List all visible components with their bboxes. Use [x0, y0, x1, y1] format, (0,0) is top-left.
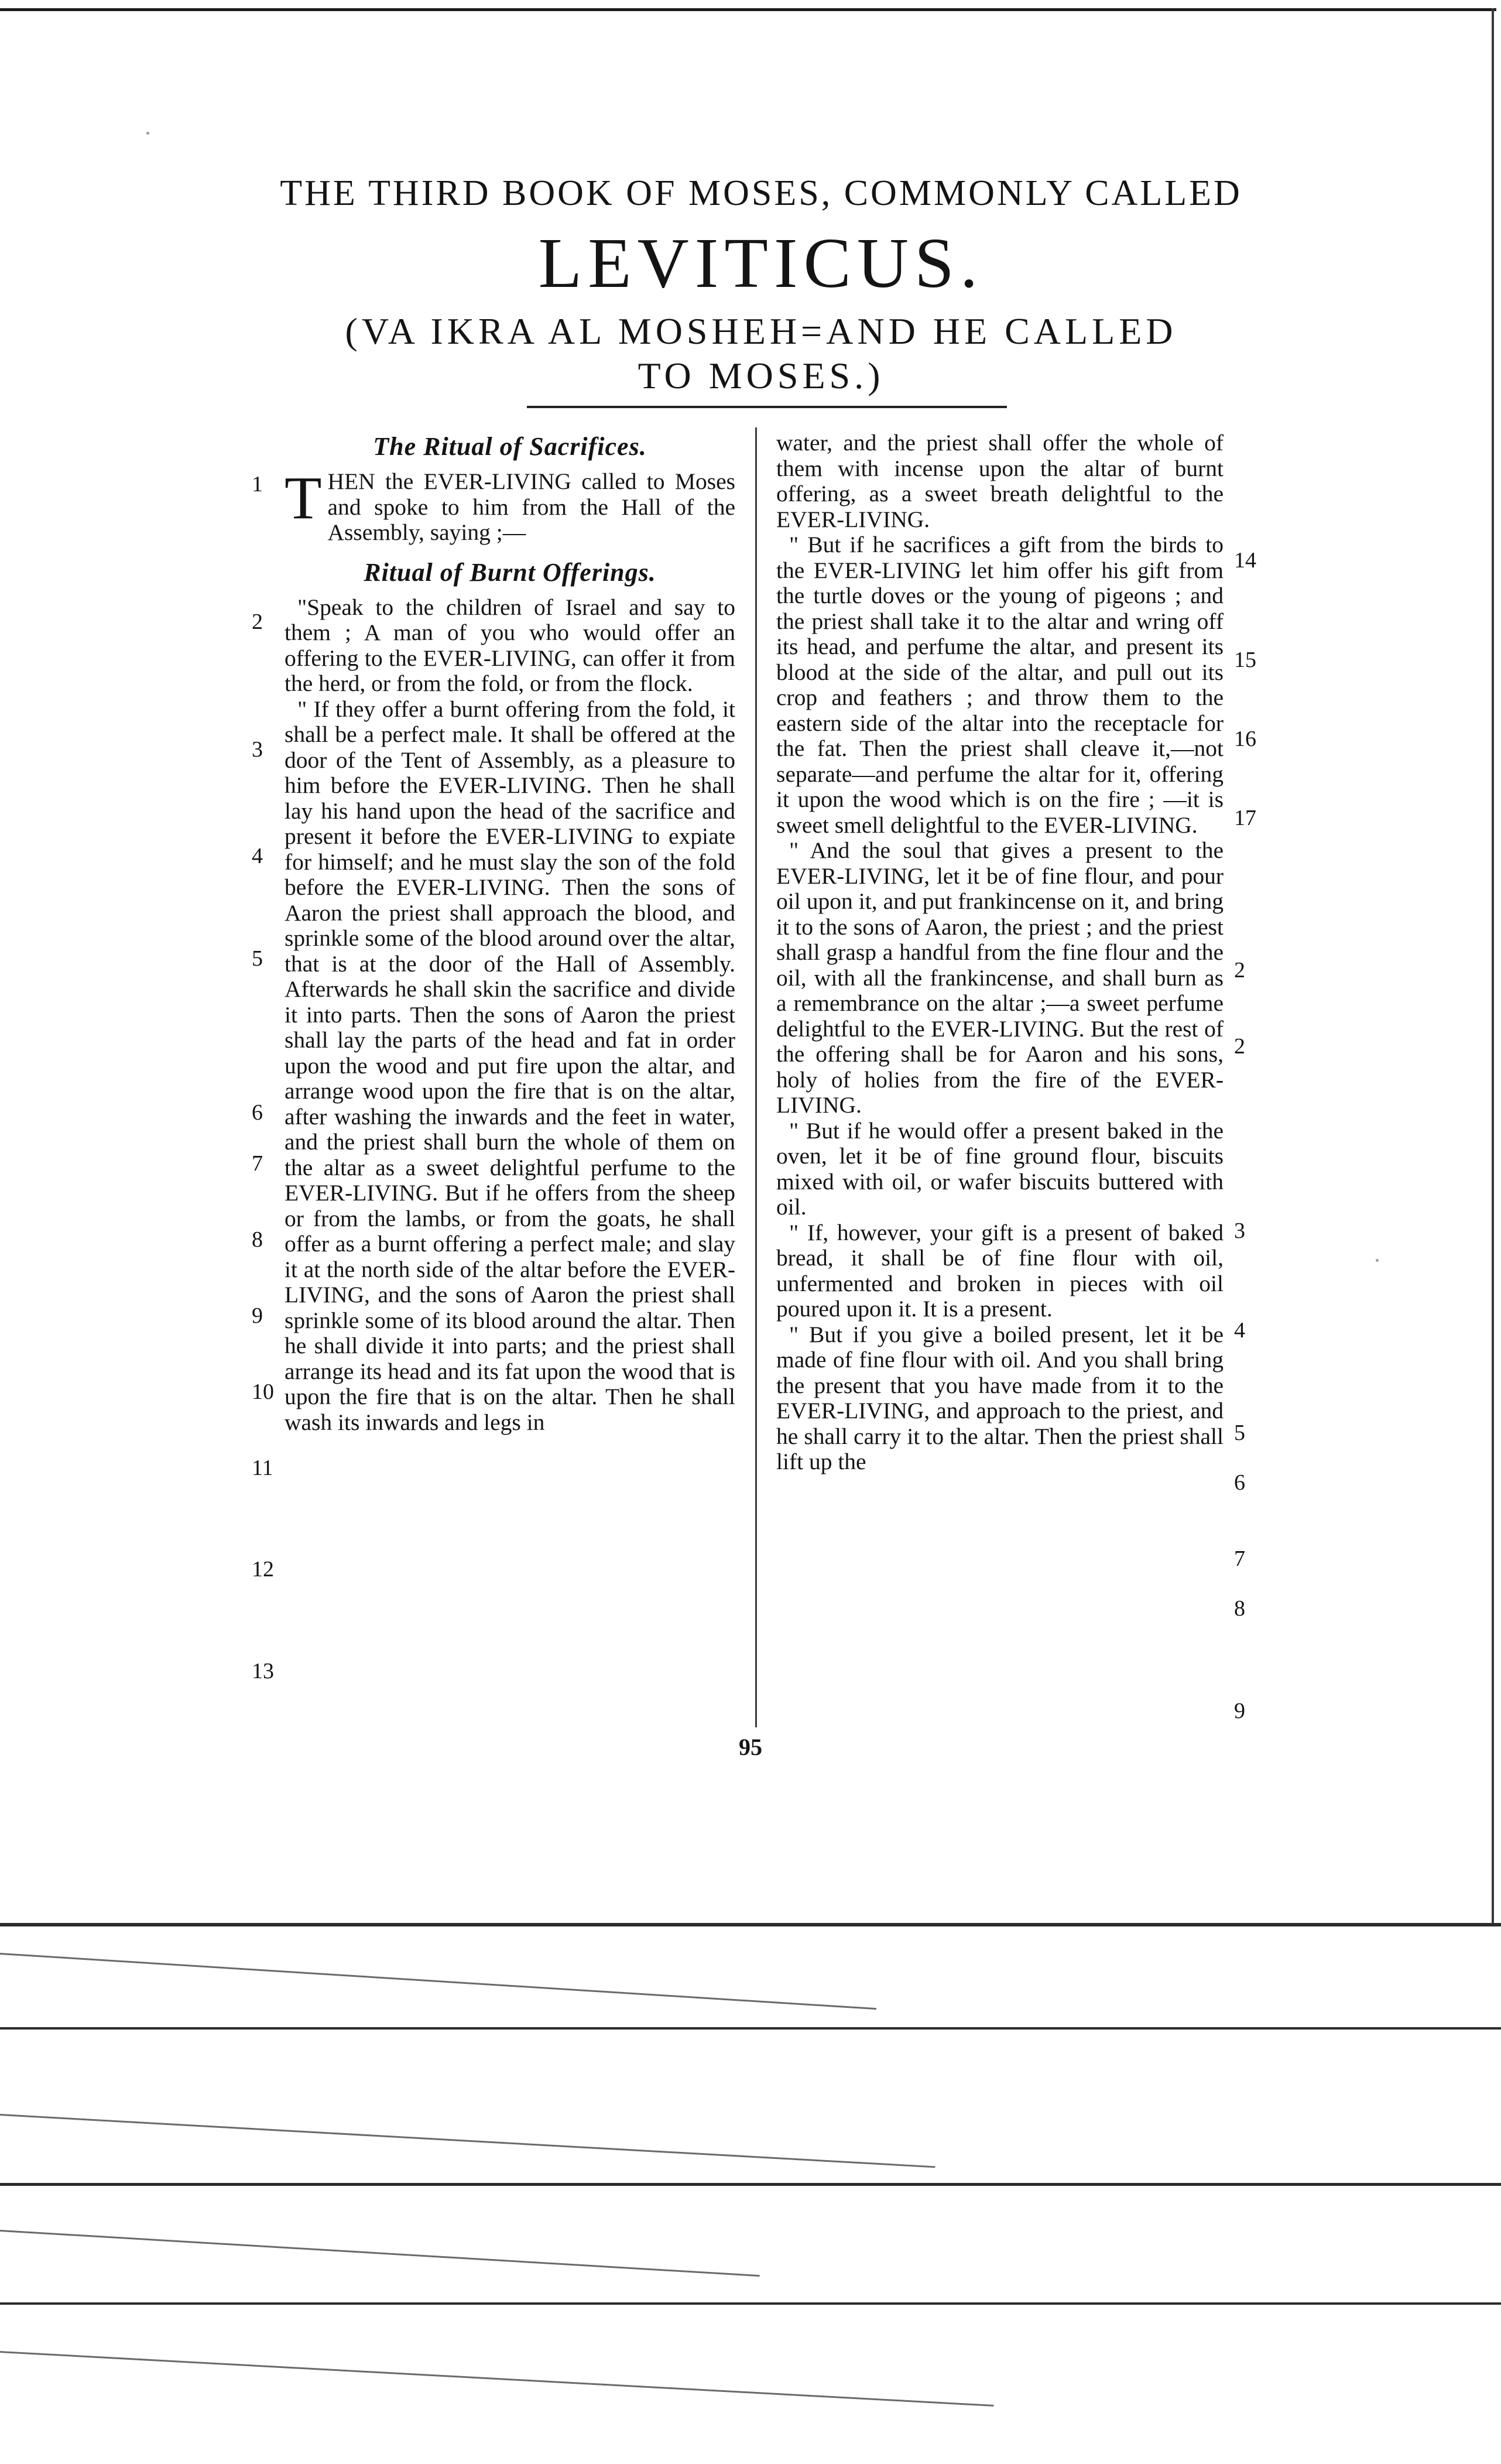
column-divider: [755, 427, 757, 1727]
scan-speck: [146, 132, 149, 135]
section-heading-burnt-offerings: Ritual of Burnt Offerings.: [364, 557, 656, 587]
verse-number: 17: [1234, 806, 1256, 830]
left-column: [285, 430, 735, 1435]
scan-streak: [0, 1953, 876, 2010]
verse-number: 7: [252, 1151, 263, 1176]
paragraph: " If, however, your gift is a present of baked bread, it shall be of fine flour with oil, unfermented and broken in pieces with oil poured upon it. It is a present.: [776, 1219, 1224, 1322]
page-header: [258, 170, 1264, 398]
verse-number: 1: [252, 472, 263, 497]
verse-number: 15: [1234, 648, 1256, 672]
paragraph: "Speak to the children of Israel and say to them ; A man of you who would offer an offering to the EVER-LIVING, can offer it from the herd, or from the fold, or from the flock.: [285, 594, 735, 696]
title-rule: [527, 406, 1007, 408]
paragraph: " If they offer a burnt offering from the fold, it shall be a perfect male. It shall be offered at the door of the Tent of Assembly, as a pleasure to him before the EVER-LIVING. Then he shall lay his hand upon the head of the sacrifice and present it before the EVER-LIVING to expiate for himself; and he must slay the son of the fold before the EVER-LIVING. Then the sons of Aaron the priest shall approach the blood, and sprinkle some of the blood around over the altar, that is at the door of the Hall of Assembly. Afterwards he shall skin the sacrifice and divide it into parts. Then the sons of Aaron the priest shall lay the parts of the head and fat in order upon the wood and put fire upon the altar, and arrange wood upon the fire that is on the altar, after washing the inwards and the feet in water, and the priest shall burn the whole of them on the altar as a sweet delightful perfume to the EVER-LIVING. But if he offers from the sheep or from the lambs, or from the goats, he shall offer as a burnt offering a perfect male; and slay it at the north side of the altar before the EVER-LIVING, and the sons of Aaron the priest shall sprinkle some of its blood around the altar. Then he shall divide it into parts; and the priest shall arrange its head and its fat upon the wood that is upon the fire that is on the altar. Then he shall wash its inwards and legs in: [285, 696, 735, 1435]
paragraph: " And the soul that gives a present to the EVER-LIVING, let it be of fine flour, and pour oil upon it, and put frankincense on it, and bring it to the sons of Aaron, the priest ; and the priest shall grasp a handful from the fine flour and the oil, with all the frankincense, and shall burn as a remembrance on the altar ;—a sweet perfume delightful to the EVER-LIVING. But the rest of the offering shall be for Aaron and his sons, holy of holies from the fire of the EVER-LIVING.: [776, 837, 1224, 1118]
paragraph: water, and the priest shall offer the whole of them with incense upon the altar of burnt offering, as a sweet breath delightful to the EVER-LIVING.: [776, 430, 1224, 532]
section-heading-sacrifices: The Ritual of Sacrifices.: [373, 432, 647, 461]
book-name: LEVITICUS.: [538, 224, 984, 303]
book-title: THE THIRD BOOK OF MOSES, COMMONLY CALLED: [280, 173, 1242, 213]
scan-streak: [0, 2230, 760, 2277]
verse-number: 3: [252, 737, 263, 762]
verse-number: 2: [1234, 1034, 1245, 1059]
verse-number: 4: [252, 844, 263, 868]
scan-rule: [0, 2027, 1501, 2030]
scan-rule: [0, 2183, 1501, 2186]
paragraph: " But if he sacrifices a gift from the birds to the EVER-LIVING let him offer his gift from the turtle doves or the young of pigeons ; and the priest shall take it to the altar and wring off its head, and perfume the altar, and present its blood at the side of the altar, and pull out its crop and feathers ; and throw them to the eastern side of the altar into the receptacle for the fat. Then the priest shall cleave it,—not separate—and perfume the altar for it, offering it upon the wood which is on the fire ; —it is sweet smell delightful to the EVER-LIVING.: [776, 532, 1224, 838]
verse-number: 12: [252, 1557, 274, 1582]
scan-rule: [0, 2302, 1501, 2305]
verse-number: 7: [1234, 1546, 1245, 1571]
verse-number: 8: [1234, 1596, 1245, 1621]
drop-cap: T: [285, 464, 322, 532]
verse-number: 16: [1234, 727, 1256, 751]
right-column: [776, 430, 1224, 1475]
paragraph: " But if you give a boiled present, let it be made of fine flour with oil. And you shall bring the present that you have made from it to the EVER-LIVING, and approach to the priest, and he shall carry it to the altar. Then the priest shall lift up the: [776, 1321, 1224, 1474]
scan-streak: [0, 2114, 935, 2168]
verse-number: 9: [1234, 1699, 1245, 1723]
verse-number: 11: [252, 1456, 273, 1480]
verse-number: 5: [252, 946, 263, 971]
verse-number: 13: [252, 1659, 274, 1683]
verse-number: 2: [252, 610, 263, 634]
verse-number: 2: [1234, 958, 1245, 983]
scan-streak: [0, 2351, 994, 2407]
verse-number: 10: [252, 1380, 274, 1404]
scan-speck: [1376, 1259, 1379, 1262]
verse-number: 14: [1234, 548, 1256, 573]
verse-number: 5: [1234, 1421, 1245, 1445]
scan-rule: [0, 1923, 1501, 1926]
verse-number: 3: [1234, 1219, 1245, 1243]
paragraph: [285, 464, 735, 546]
scan-border-right: [1492, 8, 1494, 1923]
page-number: 95: [739, 1734, 762, 1760]
paragraph-text: HEN the EVER-LIVING called to Moses and spoke to him from the Hall of the Assembly, saying ;—: [327, 468, 735, 545]
verse-number: 4: [1234, 1318, 1245, 1343]
verse-number: 9: [252, 1303, 263, 1328]
verse-number: 6: [252, 1100, 263, 1125]
verse-number: 6: [1234, 1470, 1245, 1495]
paragraph: " But if he would offer a present baked in the oven, let it be of fine ground flour, biscuits mixed with oil, or wafer biscuits buttered with oil.: [776, 1117, 1224, 1220]
book-subtitle: (VA IKRA AL MOSHEH=AND HE CALLED TO MOSES.): [345, 310, 1177, 396]
scan-border-top: [0, 8, 1496, 11]
verse-number: 8: [252, 1227, 263, 1252]
